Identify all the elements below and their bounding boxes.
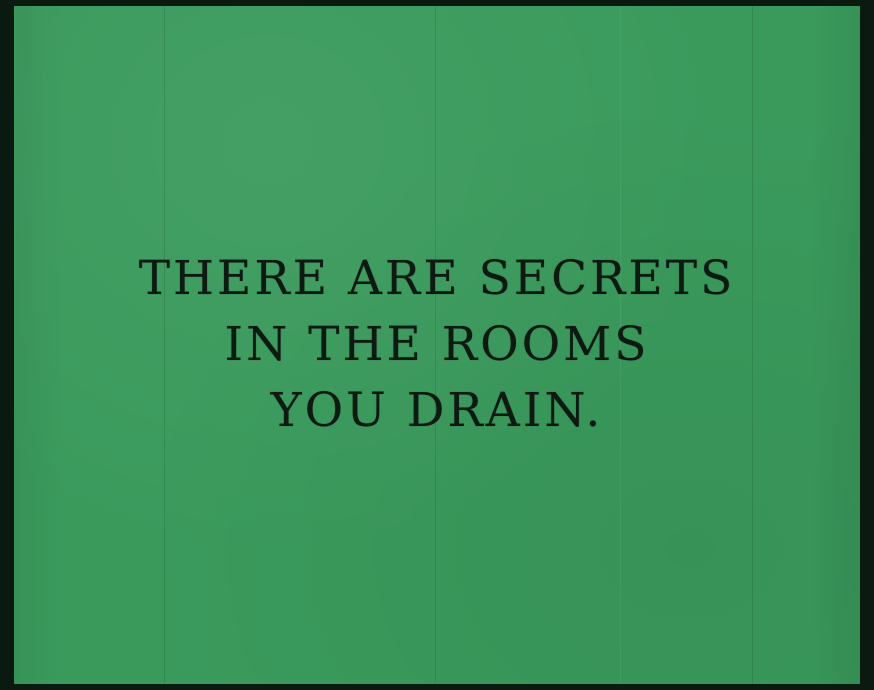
intertitle-text: [14, 246, 860, 444]
intertitle-line-3: YOU DRAIN.: [270, 383, 604, 438]
intertitle-line-1: THERE ARE SECRETS: [138, 251, 736, 306]
intertitle-line-2: IN THE ROOMS: [224, 317, 650, 372]
intertitle-card: [14, 6, 860, 684]
